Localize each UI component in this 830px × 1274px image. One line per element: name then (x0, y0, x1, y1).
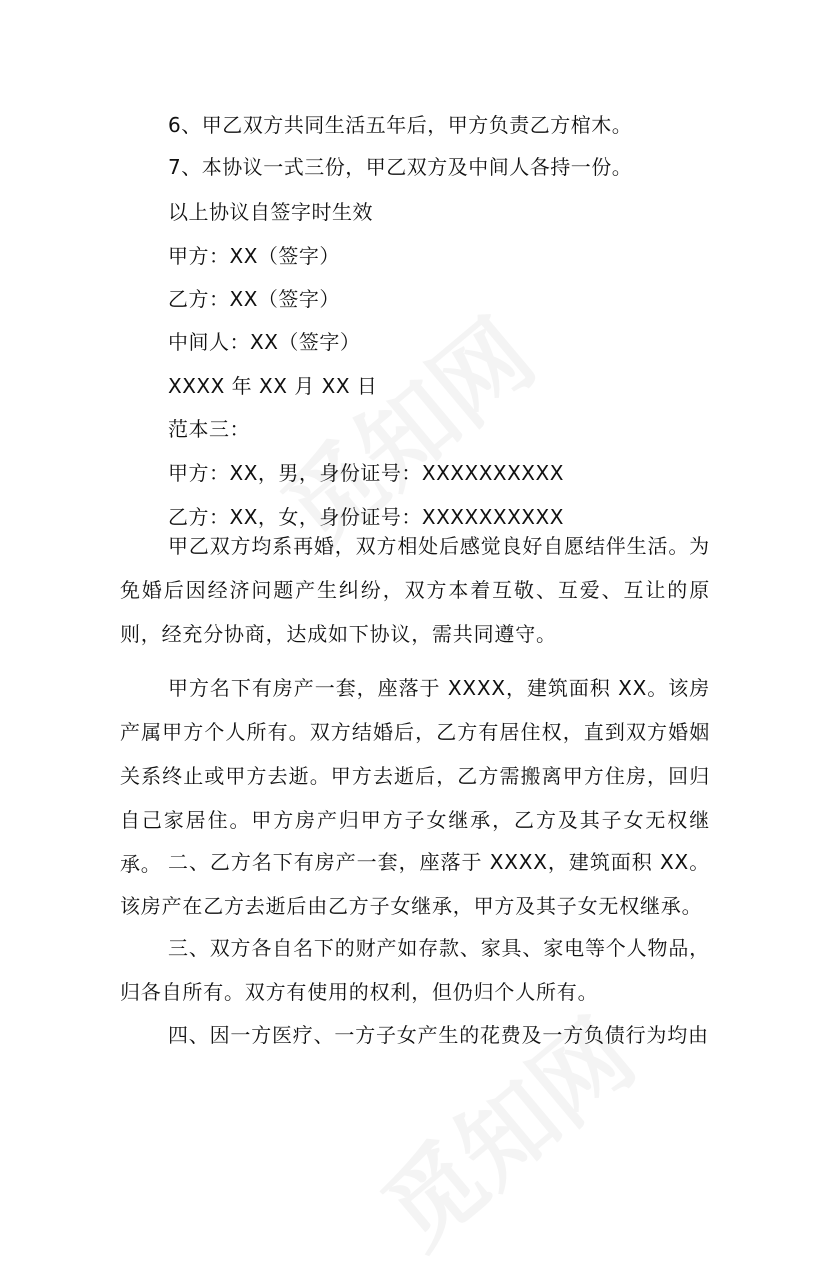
template3-party-a: 甲方：XX，男，身份证号：XXXXXXXXXX (168, 461, 564, 485)
signature-party-b: 乙方：XX（签字） (168, 287, 340, 311)
body-paragraph-clause-2: 二、乙方名下有房产一套，座落于 XXXX，建筑面积 XX。该房产在乙方去逝后由乙方子女继承，甲方及其子女无权继承。 (120, 850, 710, 918)
signature-party-a: 甲方：XX（签字） (168, 244, 340, 268)
clause-6: 6、甲乙双方共同生活五年后，甲方负责乙方棺木。 (168, 113, 633, 137)
body-paragraph-clause-1: 甲方名下有房产一套，座落于 XXXX，建筑面积 XX。该房产属甲方个人所有。双方结婚后，乙方有居住权，直到双方婚姻关系终止或甲方去逝。甲方去逝后，乙方需搬离甲方住房，回归自己家居住。甲方房产归甲方子女继承，乙方及其子女无权继承。 (120, 676, 710, 876)
clause-7: 7、本协议一式三份，甲乙双方及中间人各持一份。 (168, 155, 633, 179)
body-paragraph-intro: 甲乙双方均系再婚，双方相处后感觉良好自愿结伴生活。为免婚后因经济问题产生纠纷，双方本着互敬、互爱、互让的原则，经充分协商，达成如下协议，需共同遵守。 (120, 534, 710, 646)
body-paragraph-clause-3: 三、双方各自名下的财产如存款、家具、家电等个人物品，归各自所有。双方有使用的权利，但仍归个人所有。 (120, 936, 710, 1004)
template3-party-b: 乙方：XX，女，身份证号：XXXXXXXXXX (168, 505, 564, 529)
template3-heading: 范本三： (168, 417, 250, 441)
signature-date: XXXX 年 XX 月 XX 日 (168, 374, 378, 398)
effective-note: 以上协议自签字时生效 (168, 200, 373, 224)
signature-intermediary: 中间人：XX（签字） (168, 330, 361, 354)
body-paragraph-clause-4: 四、因一方医疗、一方子女产生的花费及一方负债行为均由 (168, 1023, 709, 1047)
